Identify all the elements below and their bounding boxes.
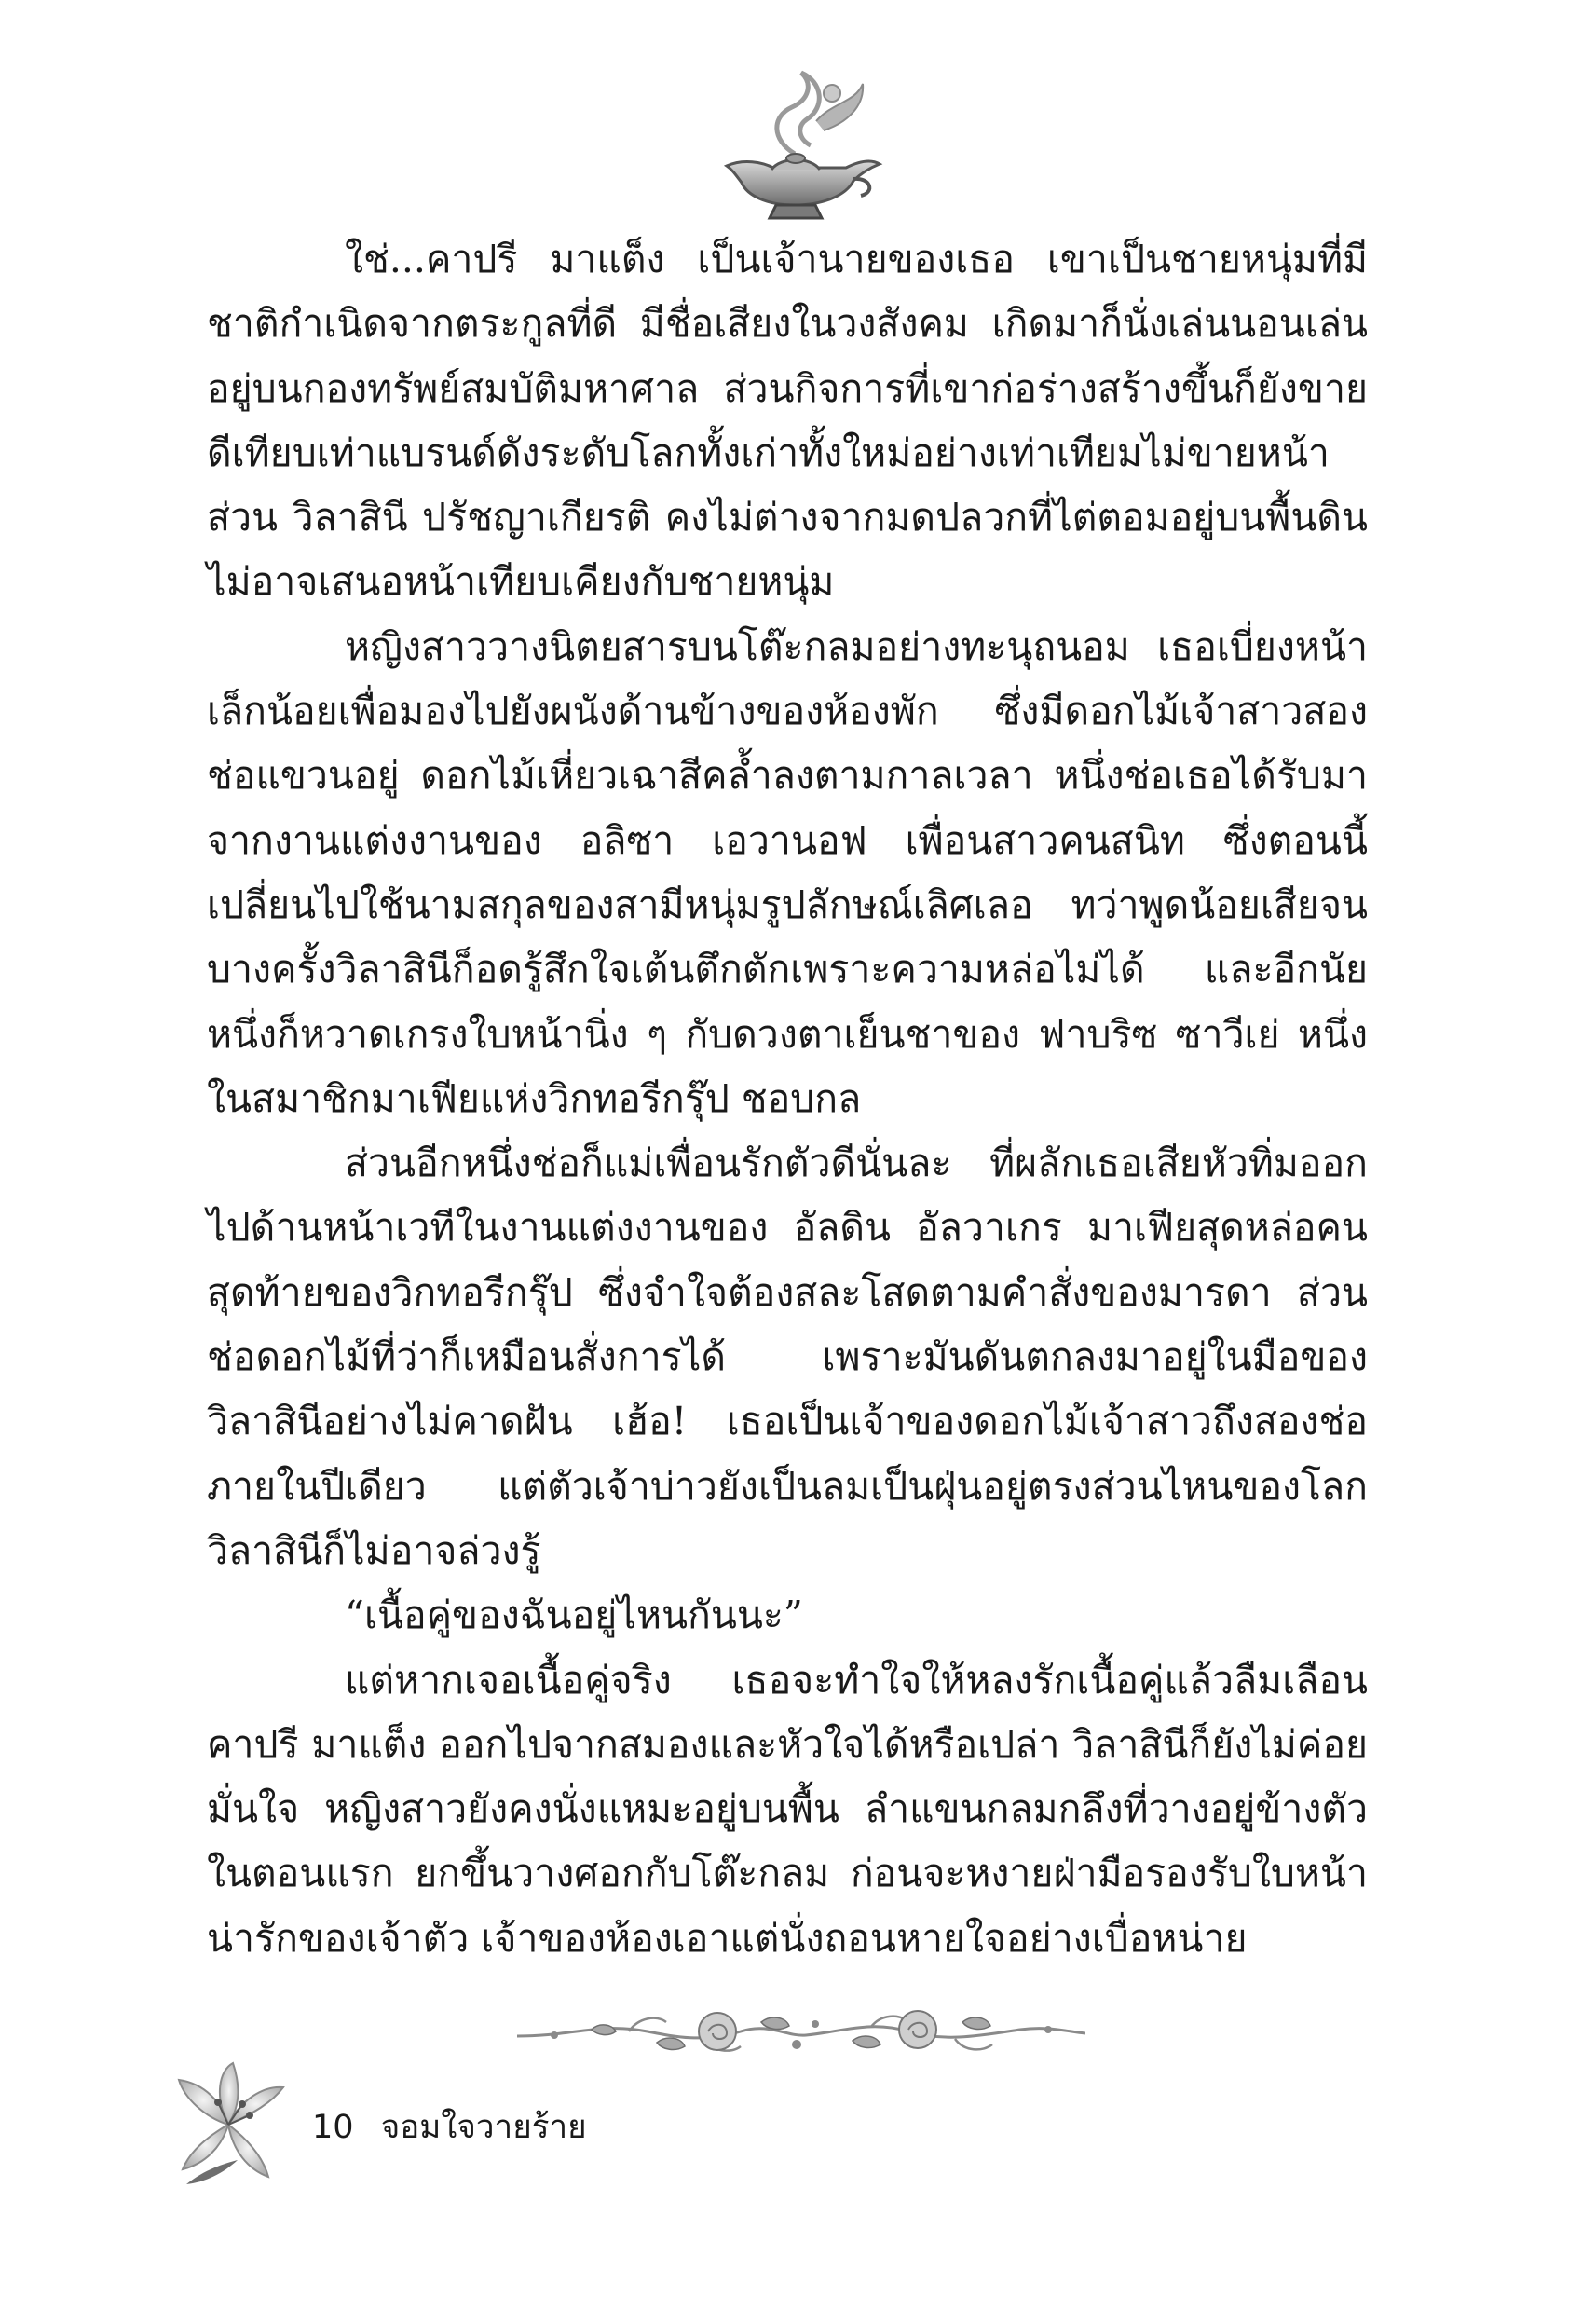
genie-lamp-icon: [706, 65, 883, 224]
paragraph-5: แต่หากเจอเนื้อคู่จริง เธอจะทำใจให้หลงรักเนื้อคู่แล้วลืมเลือนคาปรี มาแต็ง ออกไปจากสมองและหัวใจได้หรือเปล่า วิลาสินีก็ยังไม่ค่อยมั่นใจ หญิงสาวยังคงนั่งแหมะอยู่บนพื้น ลำแขนกลมกลึงที่วางอยู่ข้างตัวในตอนแรก ยกขึ้นวางศอกกับโต๊ะกลม ก่อนจะหงายฝ่ามือรองรับใบหน้าน่ารักของเจ้าตัว เจ้าของห้องเอาแต่นั่งถอนหายใจอย่างเบื่อหน่าย: [207, 1657, 1368, 1961]
paragraph-2: หญิงสาววางนิตยสารบนโต๊ะกลมอย่างทะนุถนอม เธอเบี่ยงหน้าเล็กน้อยเพื่อมองไปยังผนังด้านข้างของห้องพัก ซึ่งมีดอกไม้เจ้าสาวสองช่อแขวนอยู่ ดอกไม้เหี่ยวเฉาสีคล้ำลงตามกาลเวลา หนึ่งช่อเธอได้รับมาจากงานแต่งงานของ อลิซา เอวานอฟ เพื่อนสาวคนสนิท ซึ่งตอนนี้เปลี่ยนไปใช้นามสกุลของสามีหนุ่มรูปลักษณ์เลิศเลอ ทว่าพูดน้อยเสียจนบางครั้งวิลาสินีก็อดรู้สึกใจเต้นตึกตักเพราะความหล่อไม่ได้ และอีกนัยหนึ่งก็หวาดเกรงใบหน้านิ่ง ๆ กับดวงตาเย็นชาของ ฟาบริซ ซาวีเย่ หนึ่งในสมาชิกมาเฟียแห่งวิกทอรีกรุ๊ป ชอบกล: [207, 623, 1368, 1121]
book-title: จอมใจวายร้าย: [380, 2109, 587, 2146]
page-number: 10: [312, 2109, 354, 2146]
paragraph-3: ส่วนอีกหนึ่งช่อก็แม่เพื่อนรักตัวดีนั่นละ ที่ผลักเธอเสียหัวทิ่มออกไปด้านหน้าเวทีในงานแต่งงานของ อัลดิน อัลวาเกร มาเฟียสุดหล่อคนสุดท้ายของวิกทอรีกรุ๊ป ซึ่งจำใจต้องสละโสดตามคำสั่งของมารดา ส่วนช่อดอกไม้ที่ว่าก็เหมือนสั่งการได้ เพราะมันดันตกลงมาอยู่ในมือของวิลาสินีอย่างไม่คาดฝัน เฮ้อ! เธอเป็นเจ้าของดอกไม้เจ้าสาวถึงสองช่อภายในปีเดียว แต่ตัวเจ้าบ่าวยังเป็นลมเป็นฝุ่นอยู่ตรงส่วนไหนของโลกวิลาสินีก็ไม่อาจล่วงรู้: [207, 1141, 1368, 1573]
page-footer: [312, 2101, 604, 2153]
paragraph-4: “เนื้อคู่ของฉันอยู่ไหนกันนะ”: [345, 1593, 803, 1638]
lily-flower-icon: [168, 2059, 289, 2190]
rose-vine-ornament-icon: [517, 1994, 1085, 2069]
body-text: [207, 227, 1368, 1971]
paragraph-1: ใช่...คาปรี มาแต็ง เป็นเจ้านายของเธอ เขาเป็นชายหนุ่มที่มีชาติกำเนิดจากตระกูลที่ดี มีชื่อเสียงในวงสังคม เกิดมาก็นั่งเล่นนอนเล่นอยู่บนกองทรัพย์สมบัติมหาศาล ส่วนกิจการที่เขาก่อร่างสร้างขึ้นก็ยังขายดีเทียบเท่าแบรนด์ดังระดับโลกทั้งเก่าทั้งใหม่อย่างเท่าเทียมไม่ขายหน้า ส่วน วิลาสินี ปรัชญาเกียรติ คงไม่ต่างจากมดปลวกที่ไต่ตอมอยู่บนพื้นดินไม่อาจเสนอหน้าเทียบเคียงกับชายหนุ่ม: [207, 237, 1368, 605]
